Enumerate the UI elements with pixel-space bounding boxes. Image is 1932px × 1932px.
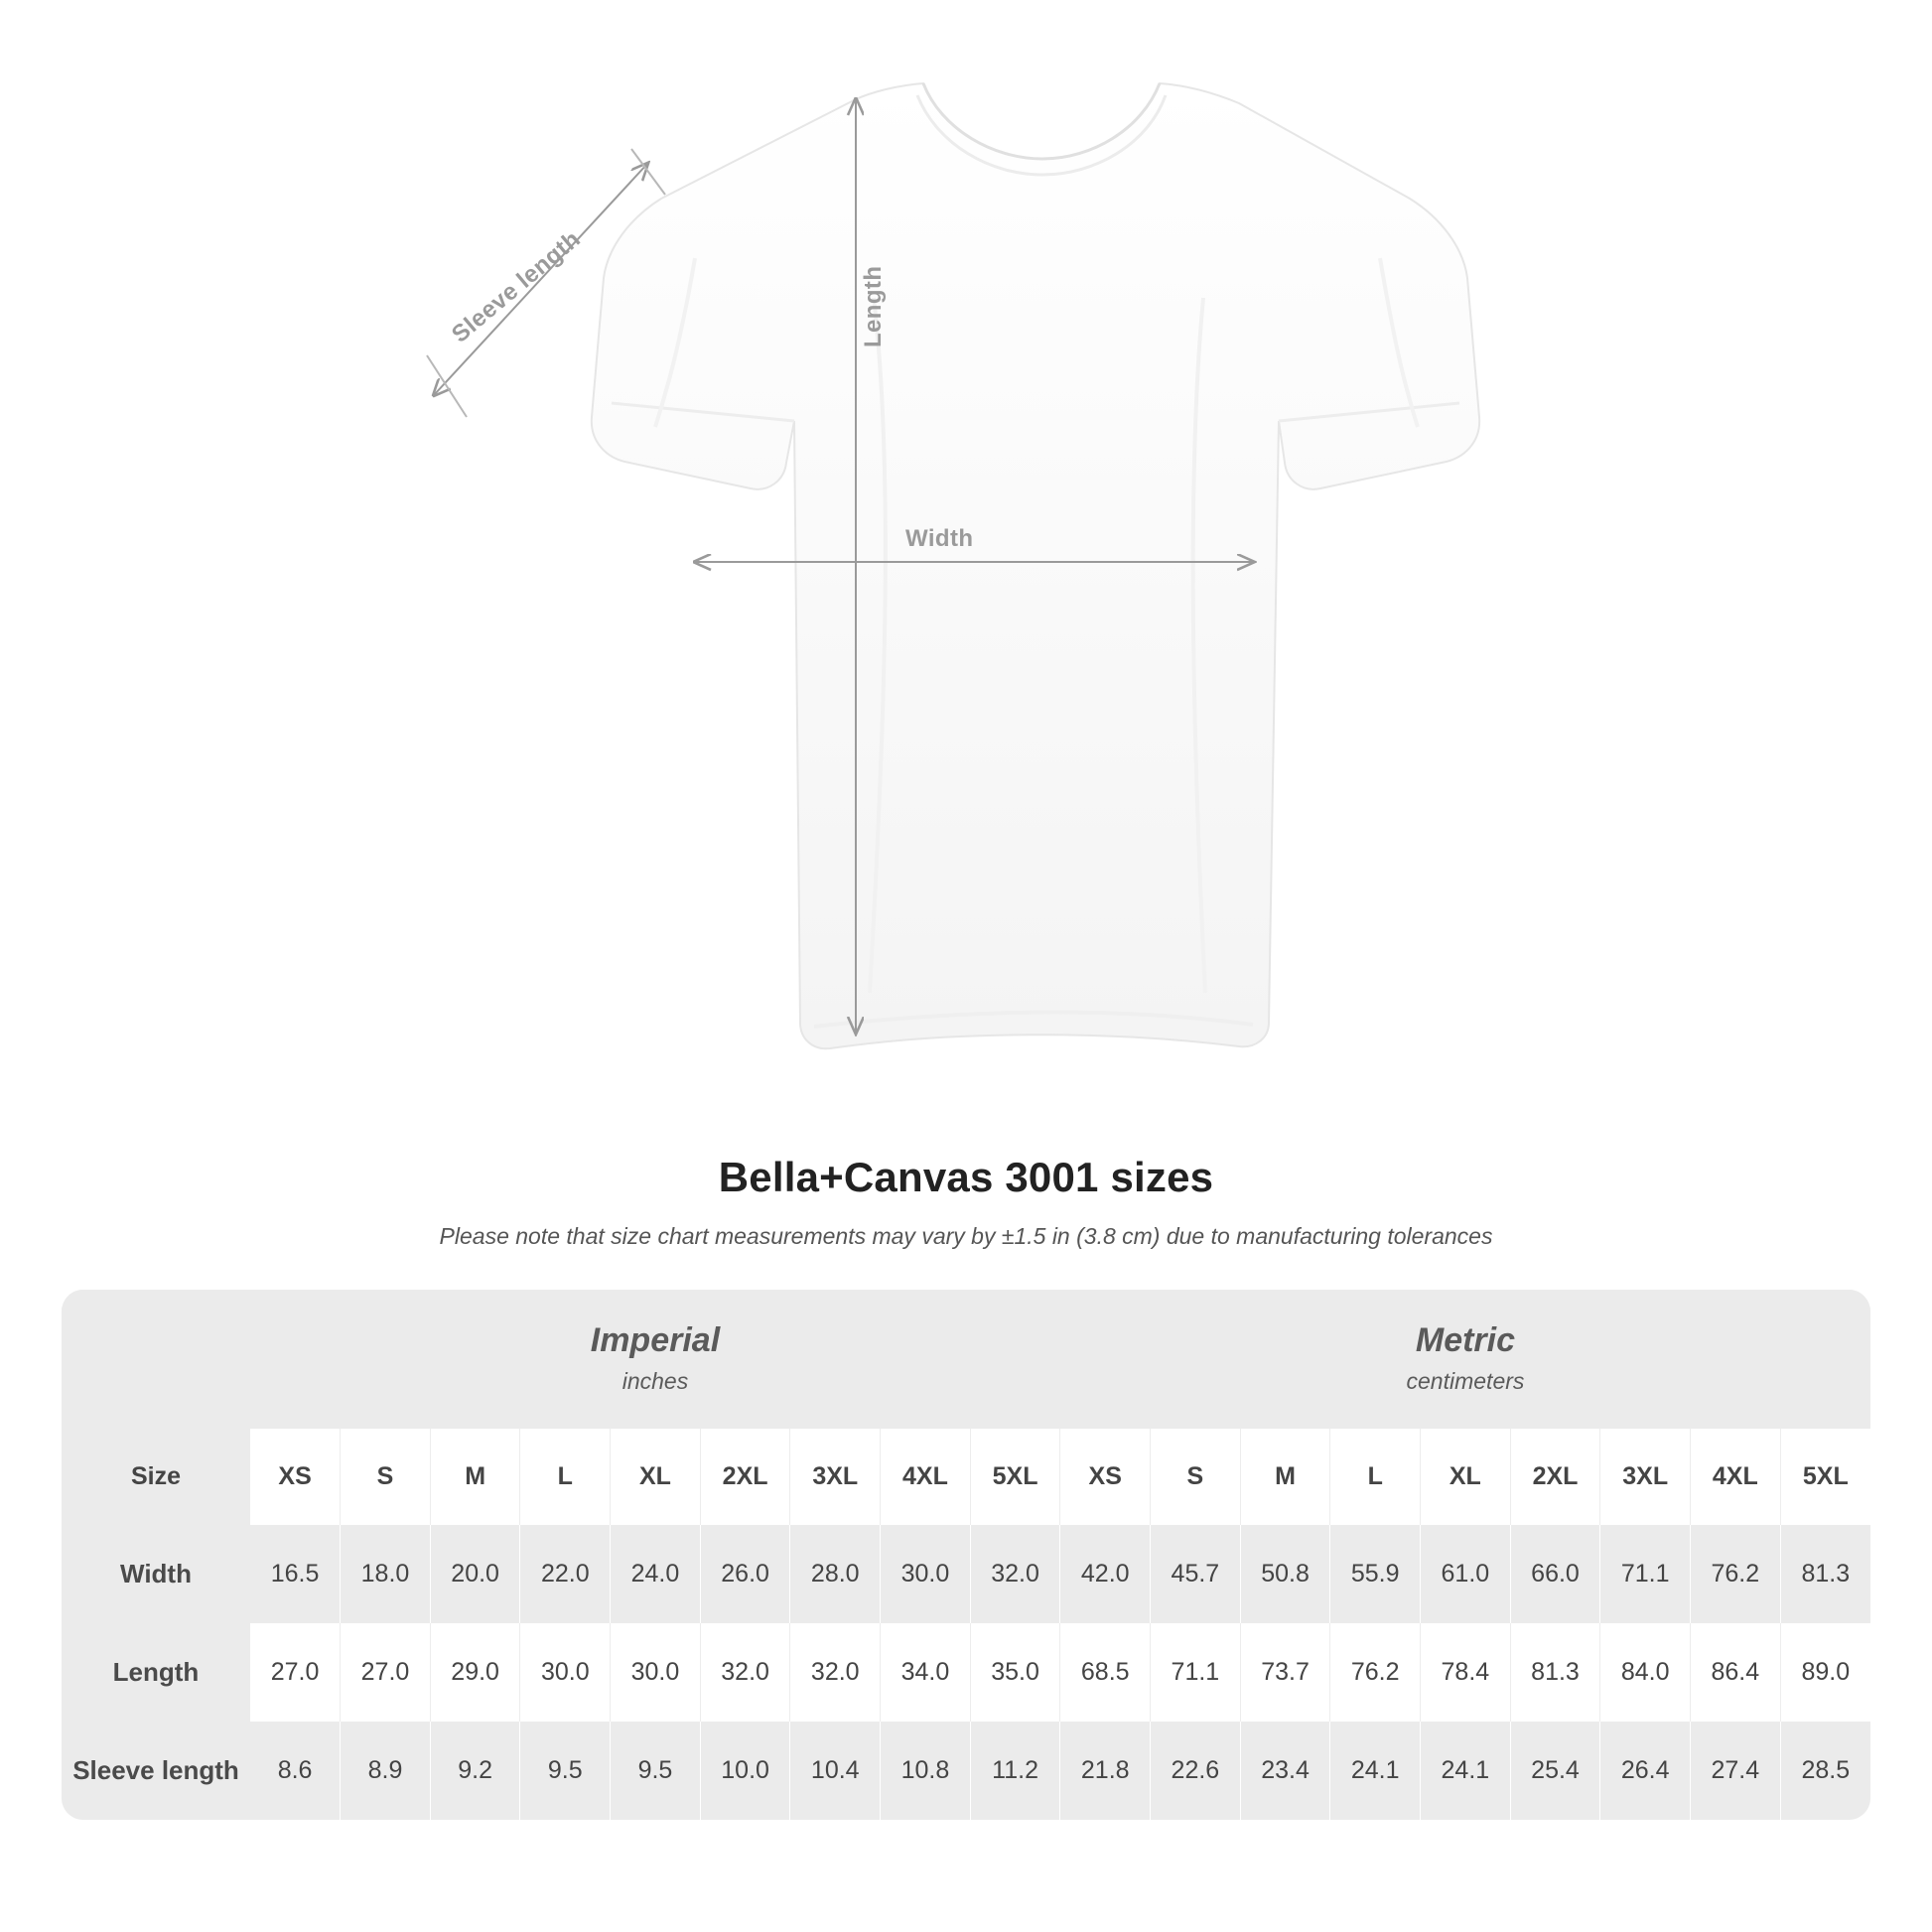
width-imperial-l: 22.0 <box>520 1525 611 1623</box>
header-imperial-5xl: 5XL <box>970 1429 1060 1525</box>
length-metric-xs: 68.5 <box>1060 1623 1151 1722</box>
sleeve-metric-xl: 24.1 <box>1421 1722 1511 1820</box>
width-imperial-m: 20.0 <box>430 1525 520 1623</box>
length-imperial-m: 29.0 <box>430 1623 520 1722</box>
width-metric-2xl: 66.0 <box>1510 1525 1600 1623</box>
width-imperial-3xl: 28.0 <box>790 1525 881 1623</box>
header-imperial-m: M <box>430 1429 520 1525</box>
width-imperial-5xl: 32.0 <box>970 1525 1060 1623</box>
length-metric-3xl: 84.0 <box>1600 1623 1691 1722</box>
header-imperial-2xl: 2XL <box>700 1429 790 1525</box>
row-label-width: Width <box>62 1525 250 1623</box>
length-imperial-xl: 30.0 <box>611 1623 701 1722</box>
length-metric-m: 73.7 <box>1240 1623 1330 1722</box>
unit-header-row <box>62 1290 1870 1429</box>
width-metric-3xl: 71.1 <box>1600 1525 1691 1623</box>
header-size-label: Size <box>62 1429 250 1525</box>
header-imperial-xl: XL <box>611 1429 701 1525</box>
sleeve-metric-2xl: 25.4 <box>1510 1722 1600 1820</box>
table-row <box>62 1525 1870 1623</box>
sleeve-length-label: Sleeve length <box>447 225 586 348</box>
header-metric-m: M <box>1240 1429 1330 1525</box>
sleeve-imperial-m: 9.2 <box>430 1722 520 1820</box>
page-title: Bella+Canvas 3001 sizes <box>718 1154 1214 1200</box>
header-imperial-l: L <box>520 1429 611 1525</box>
length-imperial-5xl: 35.0 <box>970 1623 1060 1722</box>
header-metric-4xl: 4XL <box>1691 1429 1781 1525</box>
sleeve-tick-upper <box>631 149 665 195</box>
tolerance-note: Please note that size chart measurements may vary by ±1.5 in (3.8 cm) due to manufacturing tolerances <box>439 1223 1493 1249</box>
length-imperial-l: 30.0 <box>520 1623 611 1722</box>
length-imperial-4xl: 34.0 <box>881 1623 971 1722</box>
width-imperial-4xl: 30.0 <box>881 1525 971 1623</box>
header-imperial-3xl: 3XL <box>790 1429 881 1525</box>
sleeve-metric-3xl: 26.4 <box>1600 1722 1691 1820</box>
imperial-unit-sub: inches <box>621 1367 689 1394</box>
width-metric-4xl: 76.2 <box>1691 1525 1781 1623</box>
length-imperial-2xl: 32.0 <box>700 1623 790 1722</box>
size-table-wrapper <box>62 1290 1870 1820</box>
width-metric-m: 50.8 <box>1240 1525 1330 1623</box>
imperial-system-label: Imperial <box>590 1321 721 1359</box>
header-imperial-4xl: 4XL <box>881 1429 971 1525</box>
sleeve-imperial-2xl: 10.0 <box>700 1722 790 1820</box>
metric-system-label: Metric <box>1415 1321 1516 1359</box>
header-metric-s: S <box>1151 1429 1241 1525</box>
width-imperial-2xl: 26.0 <box>700 1525 790 1623</box>
title-block <box>0 1154 1932 1250</box>
sleeve-metric-4xl: 27.4 <box>1691 1722 1781 1820</box>
sleeve-imperial-5xl: 11.2 <box>970 1722 1060 1820</box>
length-imperial-s: 27.0 <box>341 1623 431 1722</box>
sleeve-metric-l: 24.1 <box>1330 1722 1421 1820</box>
size-header-row <box>62 1429 1870 1525</box>
header-metric-5xl: 5XL <box>1780 1429 1870 1525</box>
length-metric-s: 71.1 <box>1151 1623 1241 1722</box>
sleeve-imperial-xs: 8.6 <box>250 1722 341 1820</box>
table-row <box>62 1623 1870 1722</box>
sleeve-metric-m: 23.4 <box>1240 1722 1330 1820</box>
tshirt-shape <box>592 83 1479 1048</box>
length-metric-2xl: 81.3 <box>1510 1623 1600 1722</box>
width-metric-xs: 42.0 <box>1060 1525 1151 1623</box>
width-metric-l: 55.9 <box>1330 1525 1421 1623</box>
width-label: Width <box>905 525 974 552</box>
header-metric-xs: XS <box>1060 1429 1151 1525</box>
metric-unit-sub: centimeters <box>1406 1367 1525 1394</box>
sleeve-metric-xs: 21.8 <box>1060 1722 1151 1820</box>
imperial-unit-cell <box>250 1290 1060 1429</box>
row-label-length: Length <box>62 1623 250 1722</box>
length-imperial-xs: 27.0 <box>250 1623 341 1722</box>
width-metric-xl: 61.0 <box>1421 1525 1511 1623</box>
sleeve-imperial-xl: 9.5 <box>611 1722 701 1820</box>
row-label-sleeve-length: Sleeve length <box>62 1722 250 1820</box>
table-row <box>62 1722 1870 1820</box>
length-metric-4xl: 86.4 <box>1691 1623 1781 1722</box>
length-imperial-3xl: 32.0 <box>790 1623 881 1722</box>
header-metric-xl: XL <box>1421 1429 1511 1525</box>
header-metric-3xl: 3XL <box>1600 1429 1691 1525</box>
width-imperial-xl: 24.0 <box>611 1525 701 1623</box>
length-metric-l: 76.2 <box>1330 1623 1421 1722</box>
sleeve-imperial-3xl: 10.4 <box>790 1722 881 1820</box>
width-imperial-s: 18.0 <box>341 1525 431 1623</box>
sleeve-metric-s: 22.6 <box>1151 1722 1241 1820</box>
metric-unit-cell <box>1060 1290 1870 1429</box>
unit-spacer-cell <box>62 1290 250 1429</box>
header-imperial-xs: XS <box>250 1429 341 1525</box>
length-metric-xl: 78.4 <box>1421 1623 1511 1722</box>
width-imperial-xs: 16.5 <box>250 1525 341 1623</box>
width-metric-s: 45.7 <box>1151 1525 1241 1623</box>
sleeve-imperial-l: 9.5 <box>520 1722 611 1820</box>
length-metric-5xl: 89.0 <box>1780 1623 1870 1722</box>
sleeve-imperial-4xl: 10.8 <box>881 1722 971 1820</box>
header-imperial-s: S <box>341 1429 431 1525</box>
length-label: Length <box>860 265 887 347</box>
sleeve-metric-5xl: 28.5 <box>1780 1722 1870 1820</box>
width-metric-5xl: 81.3 <box>1780 1525 1870 1623</box>
header-metric-2xl: 2XL <box>1510 1429 1600 1525</box>
sleeve-imperial-s: 8.9 <box>341 1722 431 1820</box>
size-table <box>62 1290 1870 1820</box>
header-metric-l: L <box>1330 1429 1421 1525</box>
